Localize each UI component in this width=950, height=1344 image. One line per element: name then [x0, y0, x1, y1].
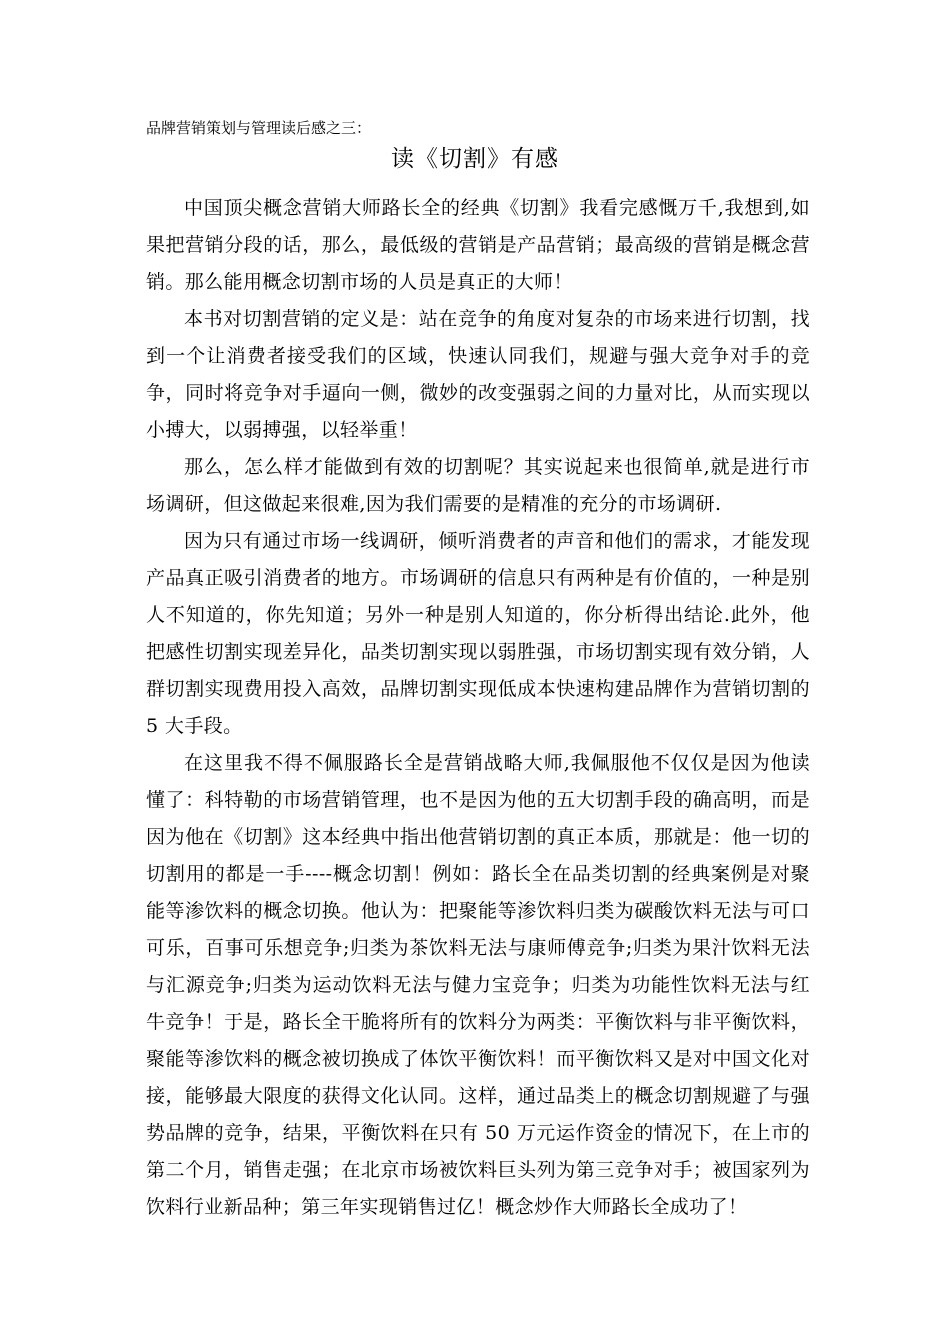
document-title: 读《切割》有感 — [391, 146, 559, 172]
document-kicker: 品牌营销策划与管理读后感之三： — [146, 119, 372, 137]
paragraph: 中国顶尖概念营销大师路长全的经典《切割》我看完感慨万千,我想到,如果把营销分段的话，那么，最低级的营销是产品营销；最高级的营销是概念营销。那么能用概念切割市场的人员是真正的大师！ — [146, 197, 810, 293]
paragraph: 因为只有通过市场一线调研，倾听消费者的声音和他们的需求，才能发现产品真正吸引消费者的地方。市场调研的信息只有两种是有价值的，一种是别人不知道的，你先知道；另外一种是别人知道的，你分析得出结论.此外，他把感性切割实现差异化，品类切割实现以弱胜强，市场切割实现有效分销，人群切割实现费用投入高效，品牌切割实现低成本快速构建品牌作为营销切割的 5 大手段。 — [146, 530, 810, 737]
paragraph: 本书对切割营销的定义是：站在竞争的角度对复杂的市场来进行切割，找到一个让消费者接受我们的区域，快速认同我们，规避与强大竞争对手的竞争，同时将竞争对手逼向一侧，微妙的改变强弱之间的力量对比，从而实现以小搏大，以弱搏强，以轻举重！ — [146, 308, 810, 441]
paragraph: 那么，怎么样才能做到有效的切割呢？其实说起来也很简单,就是进行市场调研，但这做起来很难,因为我们需要的是精准的充分的市场调研. — [146, 456, 810, 515]
document-body — [146, 190, 810, 1226]
paragraph: 在这里我不得不佩服路长全是营销战略大师,我佩服他不仅仅是因为他读懂了：科特勒的市场营销管理，也不是因为他的五大切割手段的确高明，而是因为他在《切割》这本经典中指出他营销切割的真正本质，那就是：他一切的切割用的都是一手----概念切割！例如：路长全在品类切割的经典案例是对聚能等渗饮料的概念切换。他认为：把聚能等渗饮料归类为碳酸饮料无法与可口可乐，百事可乐想竞争;归类为茶饮料无法与康师傅竞争;归类为果汁饮料无法与汇源竞争;归类为运动饮料无法与健力宝竞争；归类为功能性饮料无法与红牛竞争！于是，路长全干脆将所有的饮料分为两类：平衡饮料与非平衡饮料，聚能等渗饮料的概念被切换成了体饮平衡饮料！而平衡饮料又是对中国文化对接，能够最大限度的获得文化认同。这样，通过品类上的概念切割规避了与强势品牌的竞争，结果，平衡饮料在只有 50 万元运作资金的情况下，在上市的第二个月，销售走强；在北京市场被饮料巨头列为第三竞争对手；被国家列为饮料行业新品种；第三年实现销售过亿！概念炒作大师路长全成功了！ — [146, 752, 810, 1218]
